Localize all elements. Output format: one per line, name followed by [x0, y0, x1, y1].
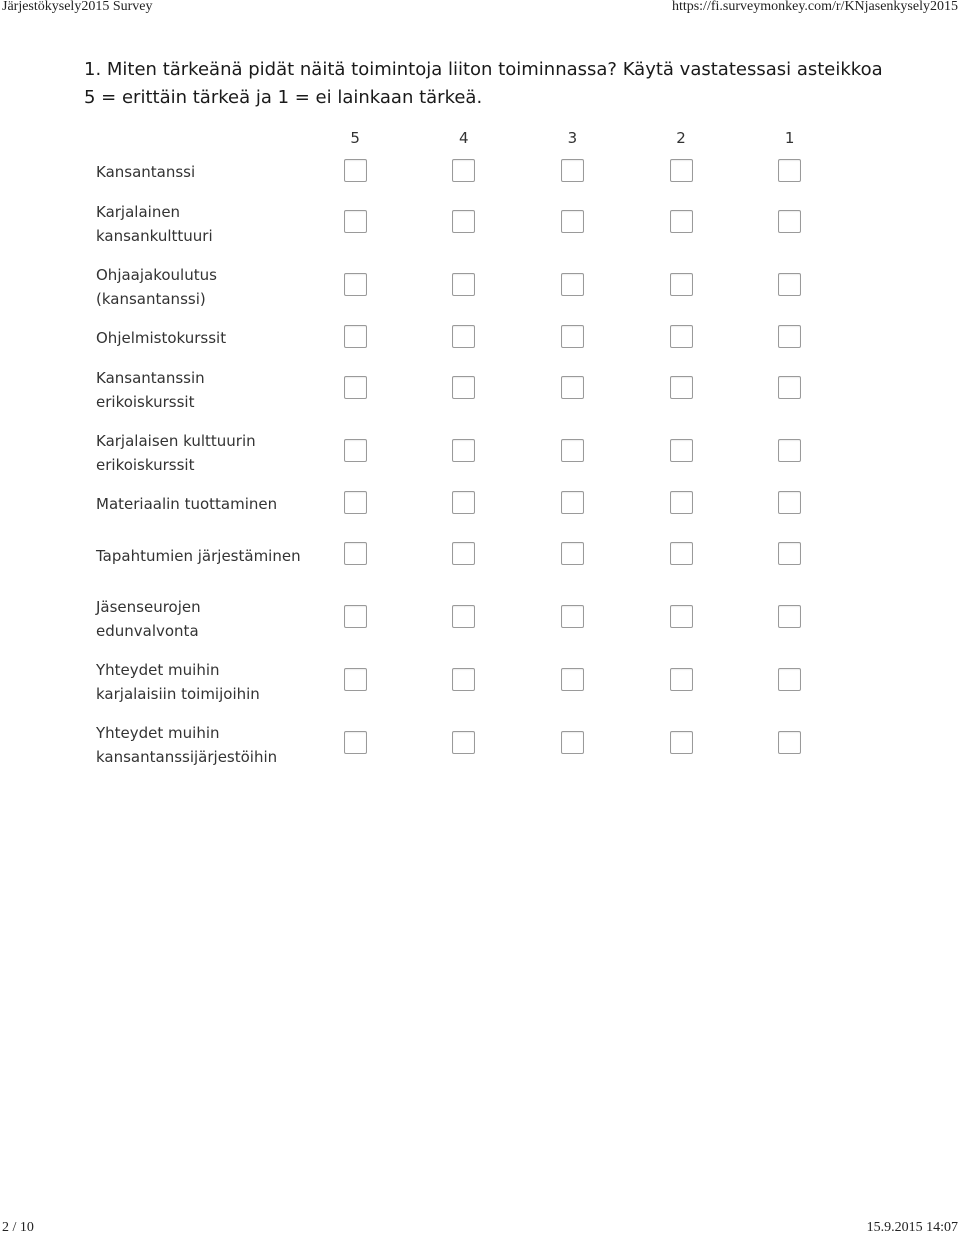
rating-checkbox-1[interactable] [778, 491, 801, 514]
rating-checkbox-3[interactable] [561, 159, 584, 182]
rating-checkbox-5[interactable] [344, 542, 367, 565]
rating-checkbox-4[interactable] [452, 668, 475, 691]
rating-checkbox-4[interactable] [452, 731, 475, 754]
rating-checkbox-2[interactable] [670, 439, 693, 462]
scale-header-3: 3 [567, 129, 578, 147]
row-label: Karjalaisen kulttuurin erikoiskurssit [96, 431, 256, 474]
scale-header-blank [84, 124, 301, 152]
rating-checkbox-2[interactable] [670, 542, 693, 565]
row-label: Materiaalin tuottaminen [96, 495, 278, 513]
rating-checkbox-3[interactable] [561, 376, 584, 399]
rating-checkbox-3[interactable] [561, 439, 584, 462]
rating-checkbox-1[interactable] [778, 273, 801, 296]
row-label: Kansantanssi [96, 163, 196, 181]
rating-checkbox-2[interactable] [670, 325, 693, 348]
rating-checkbox-3[interactable] [561, 210, 584, 233]
matrix-row [84, 587, 844, 650]
rating-checkbox-2[interactable] [670, 731, 693, 754]
rating-checkbox-2[interactable] [670, 668, 693, 691]
row-label: Ohjelmistokurssit [96, 329, 227, 347]
rating-checkbox-4[interactable] [452, 439, 475, 462]
rating-checkbox-1[interactable] [778, 605, 801, 628]
print-footer [0, 1218, 960, 1238]
rating-checkbox-2[interactable] [670, 376, 693, 399]
matrix-row [84, 255, 844, 318]
rating-checkbox-1[interactable] [778, 542, 801, 565]
rating-checkbox-4[interactable] [452, 376, 475, 399]
rating-checkbox-3[interactable] [561, 605, 584, 628]
page-number: 2 / 10 [2, 1220, 34, 1235]
row-label: Kansantanssin erikoiskurssit [96, 368, 205, 411]
rating-checkbox-4[interactable] [452, 491, 475, 514]
question-title: 1. Miten tärkeänä pidät näitä toimintoja liiton toiminnassa? Käytä vastatessasi asteikkoa 5 = erittäin tärkeä ja 1 = ei lainkaan tärkeä. [84, 59, 883, 108]
rating-matrix [84, 124, 844, 776]
rating-checkbox-5[interactable] [344, 439, 367, 462]
row-label: Jäsenseurojen edunvalvonta [96, 597, 201, 640]
rating-checkbox-2[interactable] [670, 491, 693, 514]
rating-checkbox-5[interactable] [344, 273, 367, 296]
rating-checkbox-3[interactable] [561, 668, 584, 691]
scale-header-row [84, 124, 844, 152]
matrix-row [84, 152, 844, 192]
print-header-url: https://fi.surveymonkey.com/r/KNjasenkysely2015 [671, 0, 958, 14]
rating-checkbox-1[interactable] [778, 210, 801, 233]
rating-checkbox-4[interactable] [452, 605, 475, 628]
matrix-row [84, 318, 844, 358]
scale-header-2: 2 [676, 129, 686, 147]
rating-checkbox-3[interactable] [561, 731, 584, 754]
rating-checkbox-1[interactable] [778, 159, 801, 182]
matrix-row [84, 358, 844, 421]
rating-checkbox-2[interactable] [670, 210, 693, 233]
print-datetime: 15.9.2015 14:07 [866, 1220, 958, 1235]
rating-checkbox-1[interactable] [778, 325, 801, 348]
row-label: Karjalainen kansankulttuuri [96, 202, 213, 245]
rating-checkbox-4[interactable] [452, 210, 475, 233]
matrix-row [84, 713, 844, 776]
print-header-title: Järjestökysely2015 Survey [2, 0, 153, 14]
rating-checkbox-3[interactable] [561, 273, 584, 296]
rating-checkbox-5[interactable] [344, 491, 367, 514]
rating-checkbox-4[interactable] [452, 542, 475, 565]
rating-checkbox-1[interactable] [778, 731, 801, 754]
rating-checkbox-5[interactable] [344, 159, 367, 182]
rating-checkbox-2[interactable] [670, 159, 693, 182]
rating-checkbox-2[interactable] [670, 273, 693, 296]
row-label: Ohjaajakoulutus (kansantanssi) [96, 265, 217, 308]
scale-header-1: 1 [784, 129, 795, 147]
rating-checkbox-5[interactable] [344, 210, 367, 233]
rating-checkbox-3[interactable] [561, 542, 584, 565]
rating-checkbox-5[interactable] [344, 376, 367, 399]
rating-checkbox-1[interactable] [778, 668, 801, 691]
matrix-row [84, 650, 844, 713]
rating-checkbox-5[interactable] [344, 605, 367, 628]
rating-checkbox-5[interactable] [344, 325, 367, 348]
rating-checkbox-2[interactable] [670, 605, 693, 628]
matrix-row [84, 421, 844, 484]
row-label: Yhteydet muihin kansantanssijärjestöihin [96, 723, 278, 766]
rating-checkbox-4[interactable] [452, 273, 475, 296]
row-label: Yhteydet muihin karjalaisiin toimijoihin [96, 660, 260, 703]
row-label: Tapahtumien järjestäminen [96, 546, 301, 565]
rating-checkbox-4[interactable] [452, 325, 475, 348]
rating-checkbox-3[interactable] [561, 491, 584, 514]
matrix-row [84, 192, 844, 255]
matrix-row [84, 484, 844, 524]
rating-checkbox-1[interactable] [778, 376, 801, 399]
rating-checkbox-3[interactable] [561, 325, 584, 348]
matrix-row [84, 524, 844, 587]
print-header [0, 0, 960, 20]
scale-header-4: 4 [459, 129, 469, 147]
scale-header-5: 5 [350, 129, 360, 147]
rating-checkbox-1[interactable] [778, 439, 801, 462]
rating-checkbox-5[interactable] [344, 731, 367, 754]
rating-checkbox-4[interactable] [452, 159, 475, 182]
rating-checkbox-5[interactable] [344, 668, 367, 691]
